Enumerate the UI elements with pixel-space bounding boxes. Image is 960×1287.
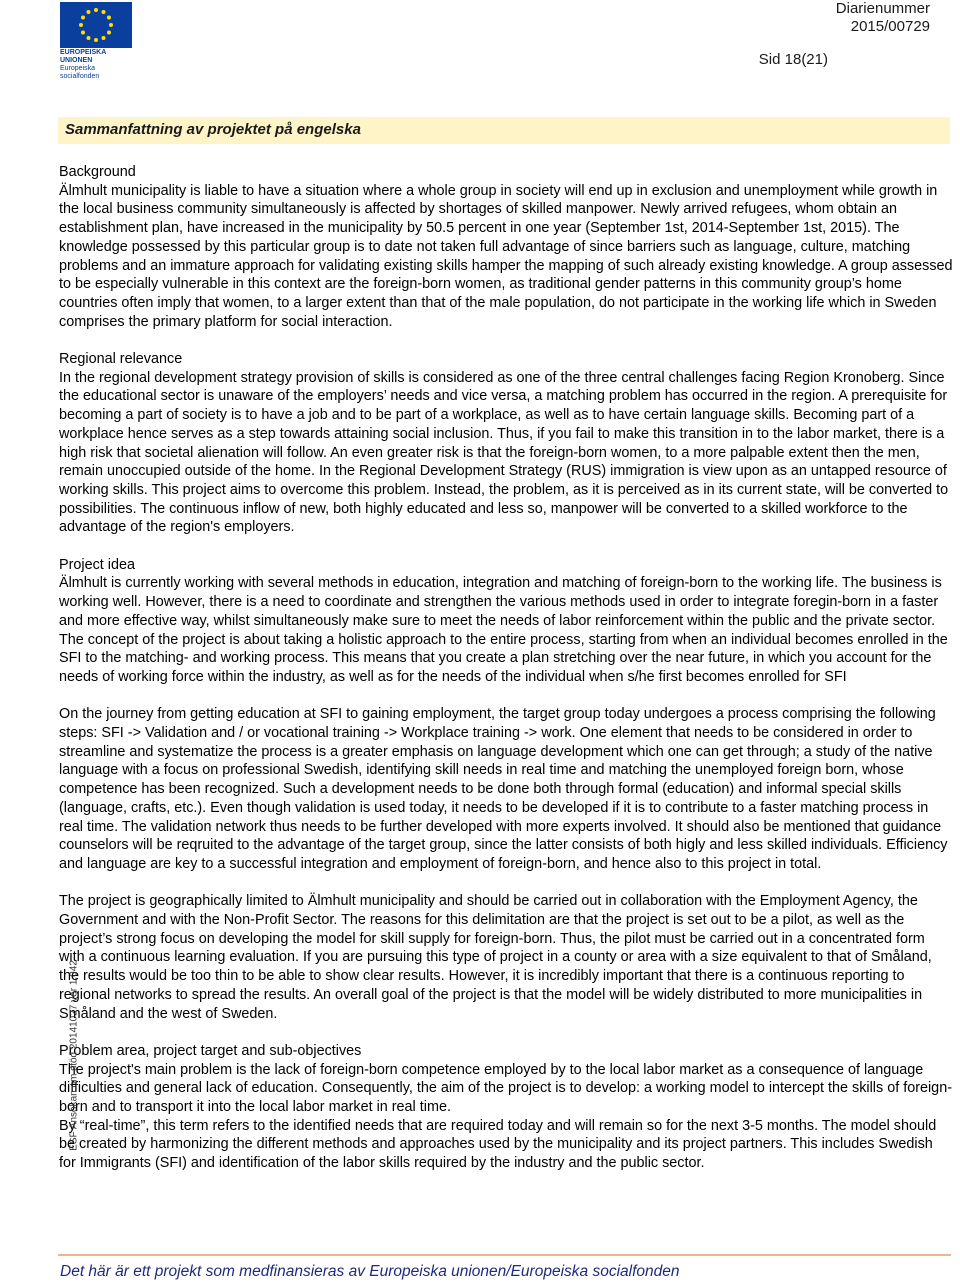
section-text: In the regional development strategy provision of skills is considered as one of the three central challenges facing Region Kronoberg. Since the educational sector is unaware of the employers’ needs and vice versa, a matching problem has occurred in the region. A prerequisite for becoming a part of society is to have a job and to be part of a workplace, as well as to have certain language skills. Becoming part of a workplace hence serves as a step towards attaining social inclusion. Thus, if you fail to make this transition in to the labor market, there is a high risk that societal alienation will follow. An even greater risk is that the foreign-born women, to a more palpable extent then the men, remain unoccupied outside of the home. In the Regional Development Strategy (RUS) immigration is view upon as an untapped resource of working skills. This project aims to overcome this problem. Instead, the problem, as it is perceived as in its current state, will be converted to possibilities. The continuous inflow of new, both highly educated and less so, manpower will be converted to a skilled workforce to the advantage of the region's employers. (59, 369, 949, 536)
document-meta (836, 0, 930, 36)
logo-line1: EUROPEISKA UNIONEN (60, 49, 107, 64)
section-heading: Project idea (59, 556, 135, 573)
section-title: Sammanfattning av projektet på engelska (65, 121, 361, 138)
section-problem-area (59, 1042, 953, 1173)
section-regional-relevance (59, 350, 953, 537)
section-journey (59, 705, 953, 873)
diarienummer-label: Diarienummer (835, 0, 930, 17)
section-text: Älmhult municipality is liable to have a situation where a whole group in society will end up in exclusion and unemployment while growth in the local business community simultaneously is affected by shortages of skilled manpower. Newly arrived refugees, whom obtain an establishment plan, have increased in the municipality by 50.5 percent in one year (September 1st, 2014-September 1st, 2015). The knowledge possessed by this particular group is to date not taken full advantage of since barriers such as language, culture, matching problems and an immature approach for validating existing skills hamper the mapping of such already existing knowledge. A group assessed to be especially vulnerable in this context are the foreign-born women, as traditional gender patterns in this community group’s home countries often imply that women, to a larger extent than that of the male population, do not participate in the working life which in Sweden comprises the primary platform for social interaction. (59, 182, 953, 330)
section-text: Älmhult is currently working with several methods in education, integration and matching of foreign-born to the working life. The business is working well. However, there is a need to coordinate and strengthen the various methods used in order to integrate foregin-born in a faster and more effective way, whilst simultaneously make sure to meet the needs of labor reinforcement within the public and the private sector. The concept of the project is about taking a holistic approach to the entire process, starting from when an individual becomes enrolled in the SFI to the matching- and working process. This means that you create a plan stretching over the near future, in which you account for the needs of working force within the industry, as well as for the needs of the individual when s/he first becomes enrolled for SFI (59, 575, 948, 685)
diarienummer-value: 2015/00729 (850, 18, 930, 35)
section-heading: Background (59, 164, 136, 180)
section-geography (59, 892, 953, 1023)
section-project-idea (59, 556, 953, 687)
section-text: The project is geographically limited to Älmhult municipality and should be carried out in collaboration with the Employment Agency, the Government and with the Non-Profit Sector. The reasons for this delimitation are that the project is set out to be a pilot, as well as the project’s strong focus on developing the model for skill supply for foreign-born. Thus, the pilot must be carried out in a concentrated form with a continuous learning evaluation. If you are pursuing this type of project in a county or area with a size equivalent to that of Småland, the results would be too thin to be able to show clear results. However, it is incredibly important that there is a continuous reporting to regional networks to spread the results. An overall goal of the project is that the model will be widely distributed to more municipalities in Småland and the west of Sweden. (59, 893, 932, 1022)
logo-line2: Europeiska socialfonden (60, 65, 100, 80)
page-number: Sid 18(21) (758, 51, 828, 68)
section-heading: Problem area, project target and sub-objectives (59, 1042, 362, 1059)
section-text: On the journey from getting education at SFI to gaining employment, the target group today undergoes a process comprising the following steps: SFI -> Validation and / or vocational training -> Workplace training -> work. One element that needs to be considered in order to streamline and systematize the process is a greater emphasis on language development which one can get through; a study of the native language with a focus on professional Swedish, identifying skill needs in real time and matching the unemployed foreign born, whose competence has been recognized. Such a development needs to be done both through formal (education) and informal special skills (language, crafts, etc.). Even though validation is used today, it needs to be developed if it is to contribute to a faster matching process in real time. The validation network thus needs to be further developed with more experts involved. It should also be mentioned that guidance counselors will be reqruited to the advantage of the target group, since the latter consists of both higly and less skilled individuals. Efficiency and language are key to a successful integration and employment of foreign-born, and hence also to this project in total. (59, 706, 948, 872)
side-version-text: ESF Ansökan om stöd 20141027 ver 1.042 (68, 960, 80, 1151)
section-heading: Regional relevance (59, 351, 183, 368)
section-background (59, 163, 953, 331)
eu-logo (60, 2, 132, 80)
eu-flag-icon (60, 2, 132, 48)
footer-divider (58, 1254, 951, 1256)
logo-text (60, 49, 132, 81)
footer-text: Det här är ett projekt som medfinansieras av Europeiska unionen/Europeiska socialfonden (60, 1263, 680, 1280)
section-text: The project's main problem is the lack of foreign-born competence employed by to the local labor market as a consequence of language difficulties and general lack of education. Consequently, the aim of the project is to develop: a working model to intercept the skills of foreign-born and to transport it into the local labor market in real time. By “real-time”, this term refers to the identified needs that are required today and will remain so for the next 3-5 months. The model should be created by harmonizing the different methods and approaches used by the municipality and its project partners. This includes Swedish for Immigrants (SFI) and identification of the labor skills required by the industry and the public sector. (59, 1061, 952, 1172)
document-body (59, 163, 953, 1192)
section-title-bar (58, 117, 950, 144)
